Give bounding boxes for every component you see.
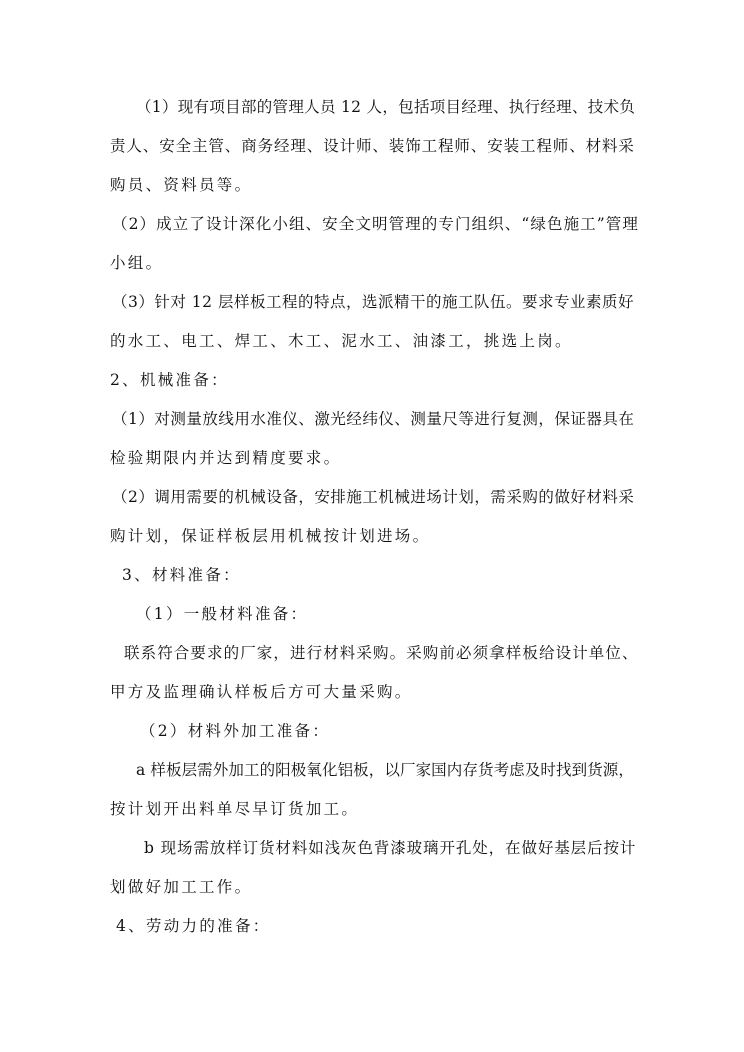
text-line: a 样板层需外加工的阳极氧化铝板，以厂家国内存货考虑及时找到货源， bbox=[136, 761, 634, 779]
text-line: （1）对测量放线用水准仪、激光经纬仪、测量尺等进行复测，保证器具在 bbox=[112, 410, 635, 428]
text-line: 购员、资料员等。 bbox=[110, 176, 253, 194]
text-line: 购计划，保证样板层用机械按计划进场。 bbox=[110, 527, 431, 545]
text-line: （2）成立了设计深化小组、安全文明管理的专门组织、“绿色施工”管理 bbox=[112, 215, 640, 233]
text-line: （3）针对 12 层样板工程的特点，选派精干的施工队伍。要求专业素质好 bbox=[112, 293, 634, 311]
text-line: 责人、安全主管、商务经理、设计师、装饰工程师、安装工程师、材料采 bbox=[110, 137, 635, 155]
text-line: （1）现有项目部的管理人员 12 人，包括项目经理、执行经理、技术负 bbox=[136, 98, 636, 116]
text-line: 小组。 bbox=[110, 254, 164, 272]
subsection-heading: （1）一般材料准备： bbox=[136, 605, 309, 623]
section-heading: 4、劳动力的准备： bbox=[116, 917, 271, 935]
text-line: 检验期限内并达到精度要求。 bbox=[110, 449, 342, 467]
text-line: 划做好加工工作。 bbox=[110, 878, 253, 896]
section-heading: 3、材料准备： bbox=[122, 566, 241, 584]
text-line: 联系符合要求的厂家，进行材料采购。采购前必须拿样板给设计单位、 bbox=[124, 644, 639, 662]
text-line: b 现场需放样订货材料如浅灰色背漆玻璃开孔处，在做好基层后按计 bbox=[144, 839, 637, 857]
subsection-heading: （2）材料外加工准备： bbox=[140, 722, 331, 740]
text-line: 的水工、电工、焊工、木工、泥水工、油漆工，挑选上岗。 bbox=[110, 332, 573, 350]
text-line: （2）调用需要的机械设备，安排施工机械进场计划，需采购的做好材料采 bbox=[112, 488, 635, 506]
text-line: 按计划开出料单尽早订货加工。 bbox=[110, 800, 360, 818]
text-line: 甲方及监理确认样板后方可大量采购。 bbox=[110, 683, 413, 701]
section-heading: 2、机械准备： bbox=[110, 371, 229, 389]
